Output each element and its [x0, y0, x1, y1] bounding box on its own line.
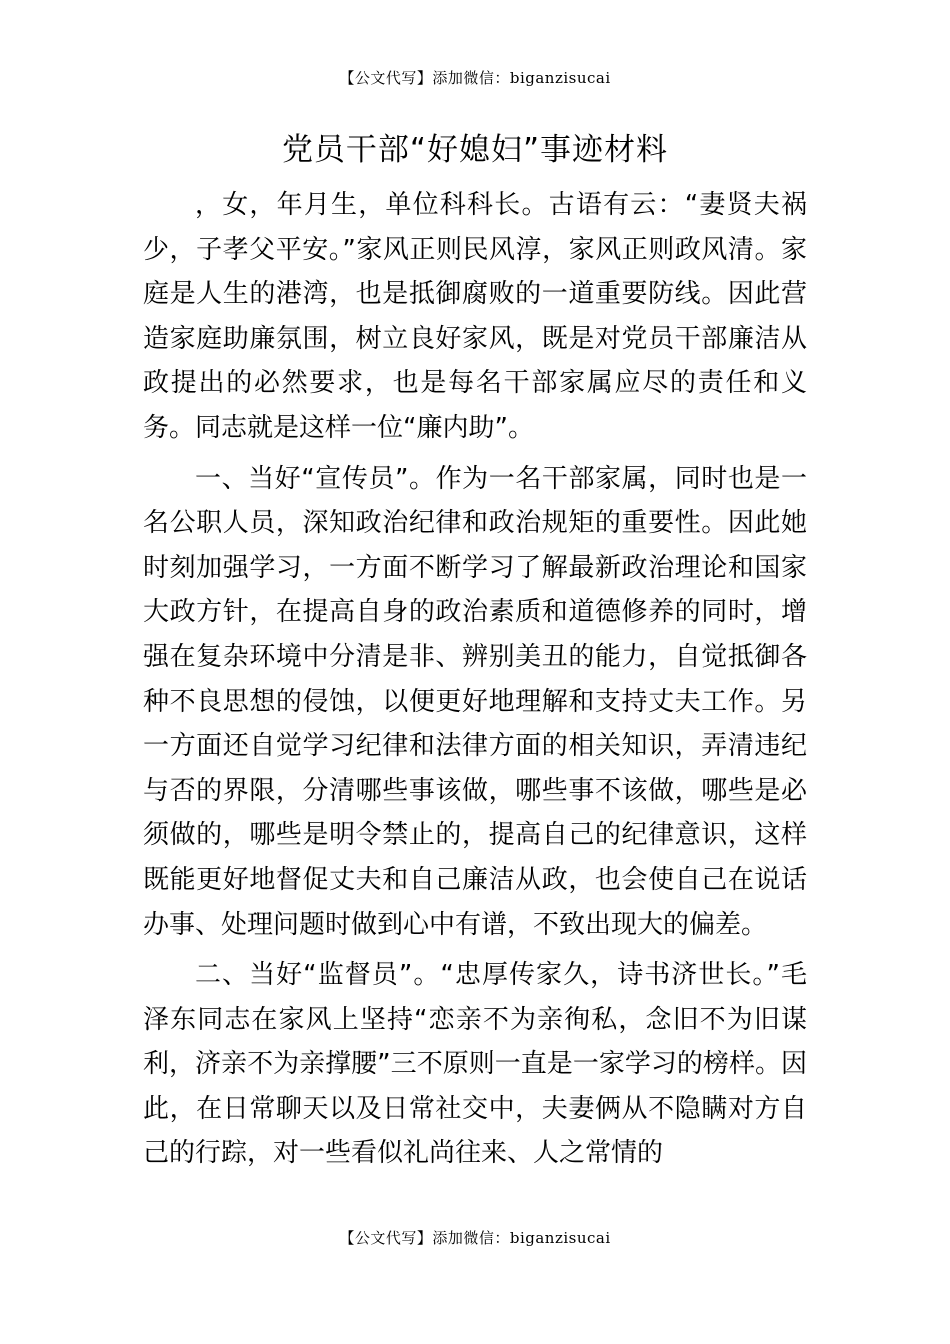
document-body [143, 183, 807, 1182]
paragraph-section-2: 二、当好“监督员”。“忠厚传家久，诗书济世长。”毛泽东同志在家风上坚持“恋亲不为亲徇私，念旧不为旧谋利，济亲不为亲撑腰”三不原则一直是一家学习的榜样。因此，在日常聊天以及日常社交中，夫妻俩从不隐瞒对方自己的行踪，对一些看似礼尚往来、人之常情的 [143, 960, 807, 1169]
document-title: 党员干部“好媳妇”事迹材料 [281, 132, 669, 168]
paragraph-intro: ，女，年月生，单位科科长。古语有云：“妻贤夫祸少，子孝父平安。”家风正则民风淳，家风正则政风清。家庭是人生的港湾，也是抵御腐败的一道重要防线。因此营造家庭助廉氛围，树立良好家风，既是对党员干部廉洁从政提出的必然要求，也是每名干部家属应尽的责任和义务。同志就是这样一位“廉内助”。 [143, 190, 807, 443]
paragraph-section-1: 一、当好“宣传员”。作为一名干部家属，同时也是一名公职人员，深知政治纪律和政治规矩的重要性。因此她时刻加强学习，一方面不断学习了解最新政治理论和国家大政方针，在提高自身的政治素质和道德修养的同时，增强在复杂环境中分清是非、辨别美丑的能力，自觉抵御各种不良思想的侵蚀，以便更好地理解和支持丈夫工作。另一方面还自觉学习纪律和法律方面的相关知识，弄清违纪与否的界限，分清哪些事该做，哪些事不该做，哪些是必须做的，哪些是明令禁止的，提高自己的纪律意识，这样既能更好地督促丈夫和自己廉洁从政，也会使自己在说话办事、处理问题时做到心中有谱，不致出现大的偏差。 [143, 463, 807, 940]
page-footer-watermark: 【公文代写】添加微信：biganzisucai [339, 1229, 611, 1247]
page-header-watermark: 【公文代写】添加微信：biganzisucai [339, 69, 611, 87]
